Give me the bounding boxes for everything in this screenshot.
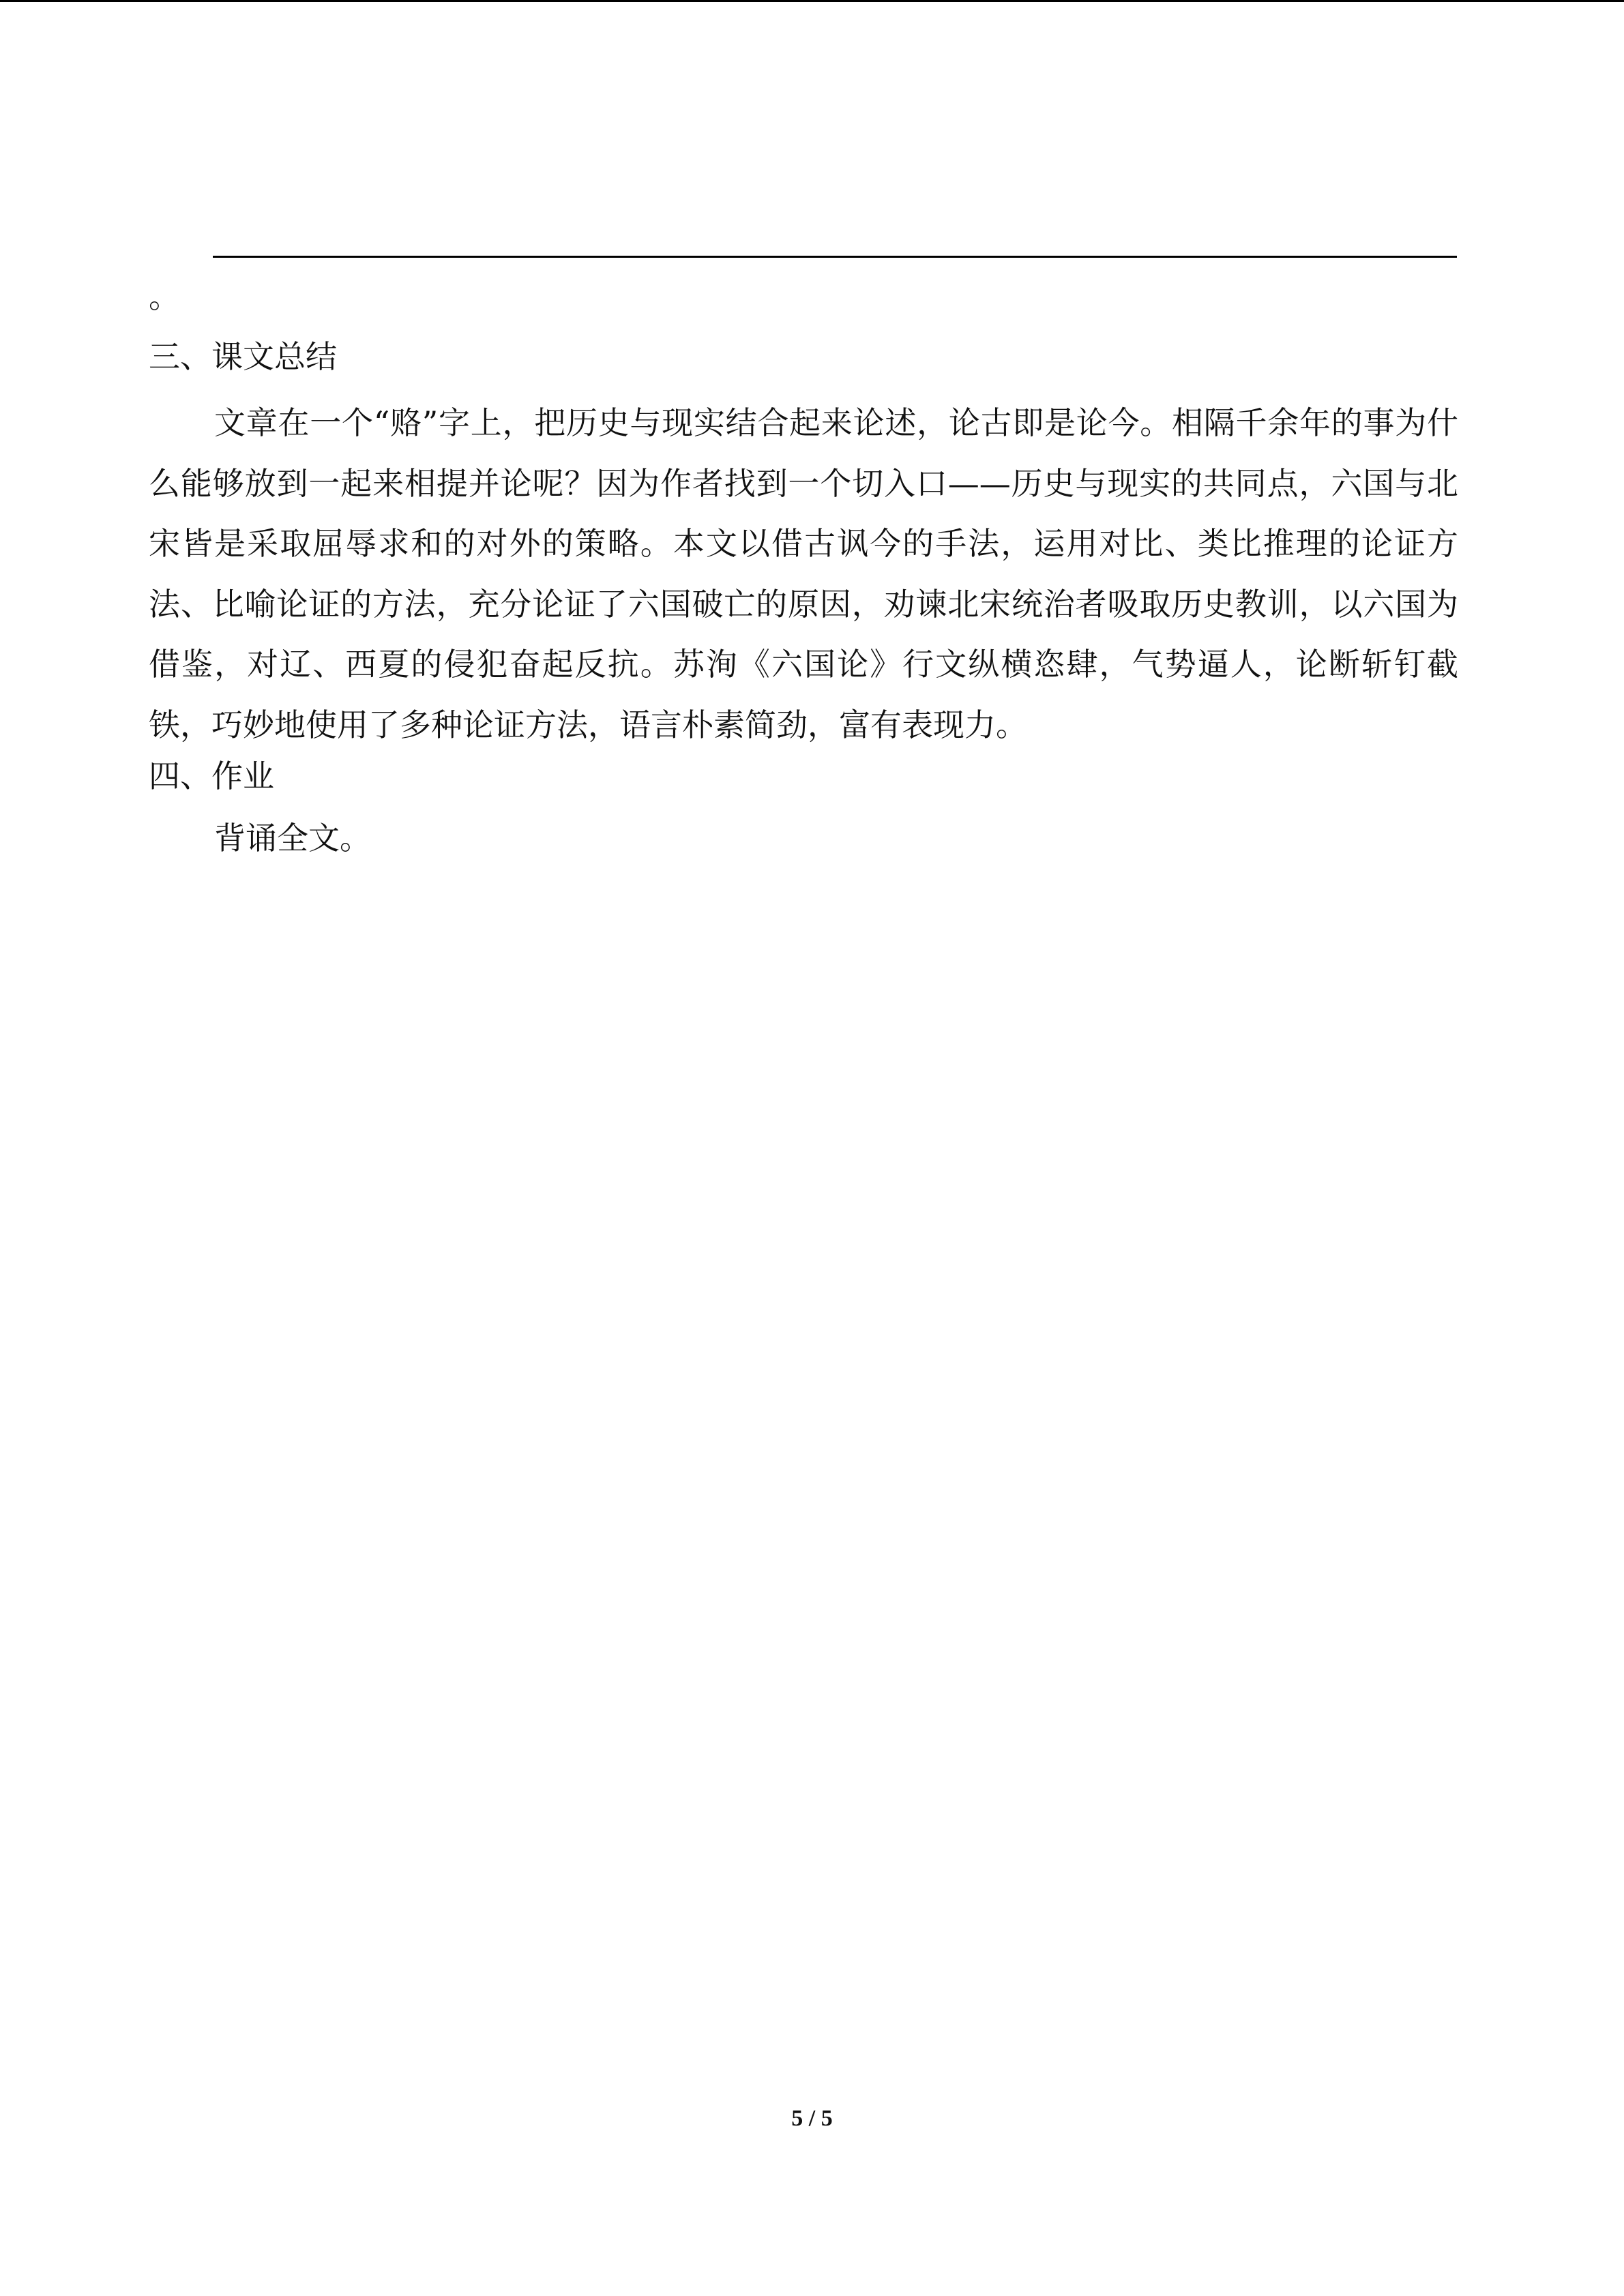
line-end-mark: 。	[149, 278, 180, 315]
lesson-summary-paragraph: 文章在一个“赂”字上，把历史与现实结合起来论述，论古即是论今。相隔千余年的事为什么能够放到一起来相提并论呢？因为作者找到一个切入口——历史与现实的共同点，六国与北宋皆是采取屈辱求和的对外的策略。本文以借古讽今的手法，运用对比、类比推理的论证方法、比喻论证的方法，充分论证了六国破亡的原因，劝谏北宋统治者吸取历史教训，以六国为借鉴，对辽、西夏的侵犯奋起反抗。苏洵《六国论》行文纵横恣肆，气势逼人，论断斩钉截铁，巧妙地使用了多种论证方法，语言朴素简劲，富有表现力。	[149, 404, 1458, 743]
answer-blank-line	[213, 256, 1457, 258]
section-four-heading: 四、作业	[149, 758, 274, 794]
page-number: 5 / 5	[791, 2106, 833, 2131]
section-three-heading: 三、课文总结	[149, 338, 337, 375]
homework-content: 背诵全文。	[214, 820, 371, 856]
